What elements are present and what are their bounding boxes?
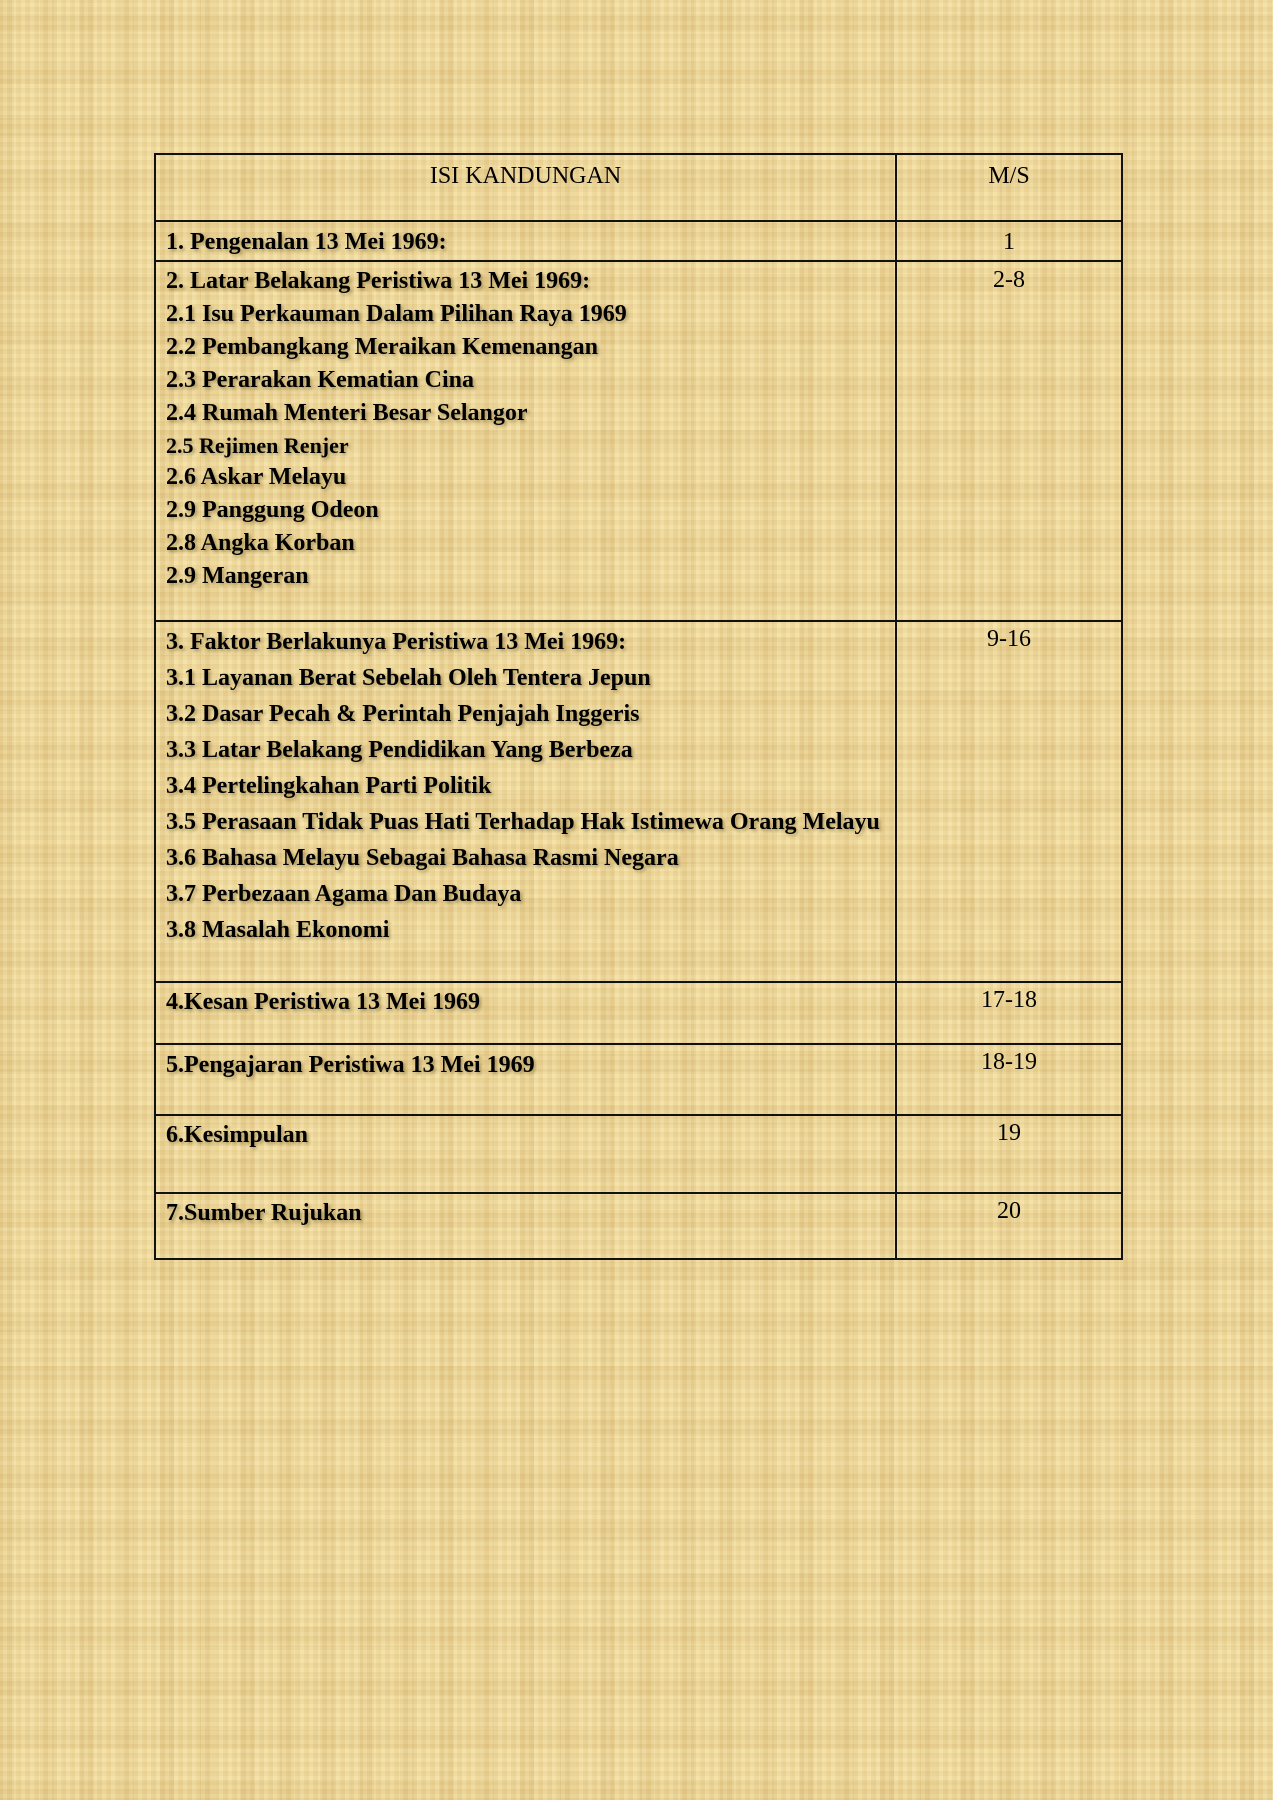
section-2-item: 2.3 Perarakan Kematian Cina xyxy=(166,367,474,393)
table-of-contents xyxy=(154,153,1123,1260)
toc-title-header: ISI KANDUNGAN xyxy=(155,154,896,221)
section-3-item: 3.3 Latar Belakang Pendidikan Yang Berbeza xyxy=(166,737,633,763)
section-3-item: 3.8 Masalah Ekonomi xyxy=(166,917,390,943)
toc-row-section-1 xyxy=(155,221,1122,261)
section-4-title: 4.Kesan Peristiwa 13 Mei 1969 xyxy=(166,989,480,1015)
section-3-item: 3.4 Pertelingkahan Parti Politik xyxy=(166,773,492,799)
toc-row-section-4 xyxy=(155,982,1122,1044)
toc-entry-cell xyxy=(155,621,896,982)
section-3-pages: 9-16 xyxy=(896,621,1122,982)
section-2-item: 2.9 Mangeran xyxy=(166,563,309,589)
section-3-item: 3.5 Perasaan Tidak Puas Hati Terhadap Hak Istimewa Orang Melayu xyxy=(166,809,880,835)
section-5-title: 5.Pengajaran Peristiwa 13 Mei 1969 xyxy=(166,1052,535,1078)
toc-row-section-7 xyxy=(155,1193,1122,1259)
section-7-title: 7.Sumber Rujukan xyxy=(166,1200,362,1226)
section-2-item: 2.5 Rejimen Renjer xyxy=(166,433,349,458)
toc-entry-cell xyxy=(155,982,896,1044)
section-6-title: 6.Kesimpulan xyxy=(166,1122,309,1148)
section-2-item: 2.6 Askar Melayu xyxy=(166,464,347,490)
section-2-pages: 2-8 xyxy=(896,261,1122,621)
toc-row-section-5 xyxy=(155,1044,1122,1115)
section-3-item: 3.6 Bahasa Melayu Sebagai Bahasa Rasmi Negara xyxy=(166,845,679,871)
section-2-item: 2.8 Angka Korban xyxy=(166,530,355,556)
toc-header-row xyxy=(155,154,1122,221)
section-2-item: 2.9 Panggung Odeon xyxy=(166,497,379,523)
toc-entry-cell xyxy=(155,1044,896,1115)
toc-row-section-3 xyxy=(155,621,1122,982)
section-1-pages: 1 xyxy=(896,221,1122,261)
toc-row-section-2 xyxy=(155,261,1122,621)
section-1-title: 1. Pengenalan 13 Mei 1969: xyxy=(166,229,447,255)
section-2-item: 2.1 Isu Perkauman Dalam Pilihan Raya 1969 xyxy=(166,301,627,327)
section-5-pages: 18-19 xyxy=(896,1044,1122,1115)
toc-entry-cell xyxy=(155,1115,896,1193)
section-3-item: 3.1 Layanan Berat Sebelah Oleh Tentera Jepun xyxy=(166,665,651,691)
section-7-pages: 20 xyxy=(896,1193,1122,1259)
section-2-item: 2.4 Rumah Menteri Besar Selangor xyxy=(166,400,528,426)
toc-row-section-6 xyxy=(155,1115,1122,1193)
section-2-title: 2. Latar Belakang Peristiwa 13 Mei 1969: xyxy=(166,268,591,294)
section-4-pages: 17-18 xyxy=(896,982,1122,1044)
section-6-pages: 19 xyxy=(896,1115,1122,1193)
section-2-item: 2.2 Pembangkang Meraikan Kemenangan xyxy=(166,334,599,360)
section-3-title: 3. Faktor Berlakunya Peristiwa 13 Mei 1969: xyxy=(166,629,627,655)
toc-page-header: M/S xyxy=(896,154,1122,221)
toc-entry-cell xyxy=(155,261,896,621)
section-3-item: 3.2 Dasar Pecah & Perintah Penjajah Inggeris xyxy=(166,701,640,727)
toc-entry-cell xyxy=(155,1193,896,1259)
toc-entry-cell xyxy=(155,221,896,261)
section-3-item: 3.7 Perbezaan Agama Dan Budaya xyxy=(166,881,522,907)
